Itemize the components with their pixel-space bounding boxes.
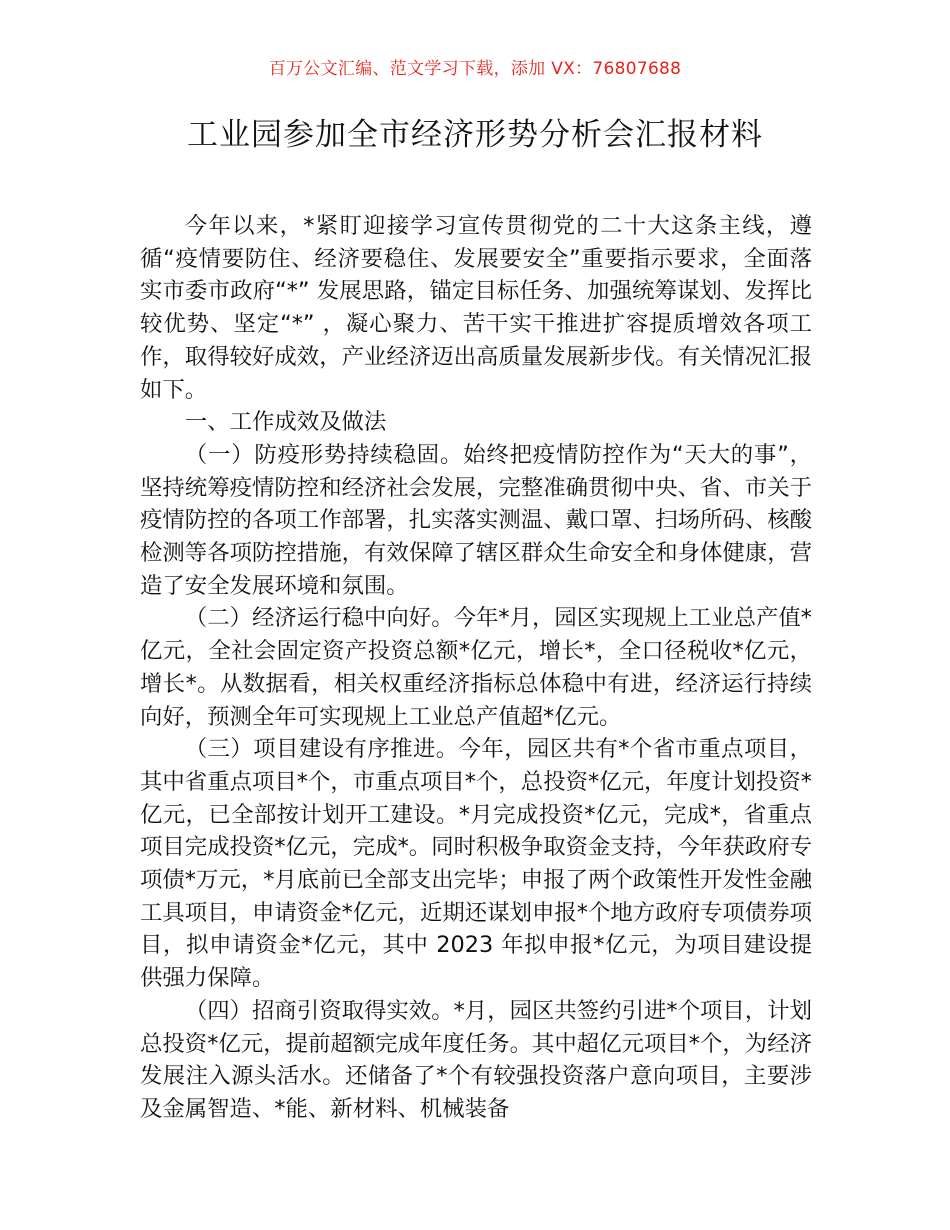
section-heading: 一、工作成效及做法: [184, 409, 387, 436]
paragraph-epidemic-control: （一）防疫形势持续稳固。始终把疫情防控作为“天大的事”，坚持统筹疫情防控和经济社会发展，完整准确贯彻中央、省、市关于疫情防控的各项工作部署，扎实落实测温、戴口罩、扫场所码、核酸检测等各项防控措施，有效保障了辖区群众生命安全和身体健康，营造了安全发展环境和氛围。: [140, 441, 812, 599]
header-banner: 百万公文汇编、范文学习下载，添加 VX：76807688: [268, 59, 682, 79]
paragraph-economic-operation: （二）经济运行稳中向好。今年*月，园区实现规上工业总产值*亿元，全社会固定资产投资总额*亿元，增长*，全口径税收*亿元，增长*。从数据看，相关权重经济指标总体稳中有进，经济运行持续向好，预测全年可实现规上工业总产值超*亿元。: [140, 605, 812, 730]
intro-paragraph: 今年以来，*紧盯迎接学习宣传贯彻党的二十大这条主线，遵循“疫情要防住、经济要稳住、发展要安全”重要指示要求，全面落实市委市政府“*” 发展思路，锚定目标任务、加强统筹谋划、发挥比较优势、坚定“*” ，凝心聚力、苦干实干推进扩容提质增效各项工作，取得较好成效，产业经济迈出高质量发展新步伐。有关情况汇报如下。: [140, 213, 812, 403]
document-title: 工业园参加全市经济形势分析会汇报材料: [187, 117, 763, 153]
document-body: [140, 210, 812, 1126]
paragraph-investment-attraction: （四）招商引资取得实效。*月，园区共签约引进*个项目，计划总投资*亿元，提前超额完成年度任务。其中超亿元项目*个，为经济发展注入源头活水。还储备了*个有较强投资落户意向项目，主要涉及金属智造、*能、新材料、机械装备: [140, 997, 812, 1122]
paragraph-project-construction: （三）项目建设有序推进。今年，园区共有*个省市重点项目，其中省重点项目*个，市重点项目*个，总投资*亿元，年度计划投资*亿元，已全部按计划开工建设。*月完成投资*亿元，完成*，省重点项目完成投资*亿元，完成*。同时积极争取资金支持，今年获政府专项债*万元，*月底前已全部支出完毕；申报了两个政策性开发性金融工具项目，申请资金*亿元，近期还谋划申报*个地方政府专项债券项目，拟申请资金*亿元，其中 2023 年拟申报*亿元，为项目建设提供强力保障。: [140, 736, 812, 992]
